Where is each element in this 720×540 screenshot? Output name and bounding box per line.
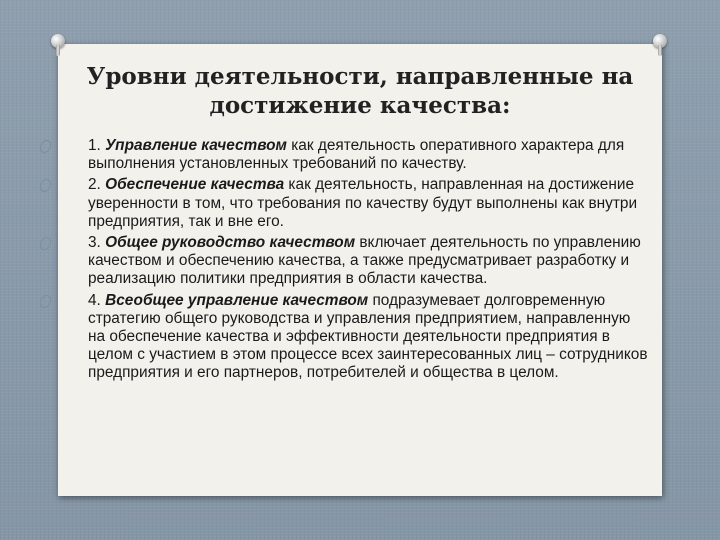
quality-levels-list [40,137,650,386]
pushpin-left-icon [51,34,65,56]
item-text: подразумевает долговременную стратегию общего руководства и управления предприятием, направленную на обеспечение качества и эффективности деятельности предприятия в целом с участием в этом процессе всех заинтересованных лиц – сотрудников предприятия и его партнеров, потребителей и общества в целом. [88,291,648,382]
bullet-circle-icon [39,140,53,153]
item-term: Обеспечение качества [105,176,285,194]
bullet-circle-icon [39,237,53,250]
item-text: как деятельность оперативного характера для выполнения установленных требований по качеству. [88,137,625,173]
list-item-3 [40,234,650,289]
slide-title [0,62,720,120]
pushpin-right-icon [653,34,667,56]
list-item-2 [40,176,650,231]
list-item-1 [40,137,650,173]
item-number: 3. [88,234,106,252]
bullet-circle-icon [39,295,53,308]
item-number: 4. [88,291,106,309]
item-number: 1. [88,137,106,154]
list-item-4 [40,292,650,383]
item-term: Управление качеством [105,137,287,154]
bullet-circle-icon [39,179,53,192]
slide-title-line-1: Уровни деятельности, направленные на [86,63,634,90]
item-text: включает деятельность по управлению качеством и обеспечению качества, а также предусматривает разработку и реализацию политики предприятия в области качества. [88,234,641,288]
item-term: Всеобщее управление качеством [105,291,369,309]
item-term: Общее руководство качеством [105,234,356,252]
item-text: как деятельность, направленная на достижение уверенности в том, что требования по качеству будут выполнены как внутри предприятия, так и вне его. [88,176,638,230]
slide-title-line-2: достижение качества: [209,92,511,119]
item-number: 2. [88,176,106,194]
